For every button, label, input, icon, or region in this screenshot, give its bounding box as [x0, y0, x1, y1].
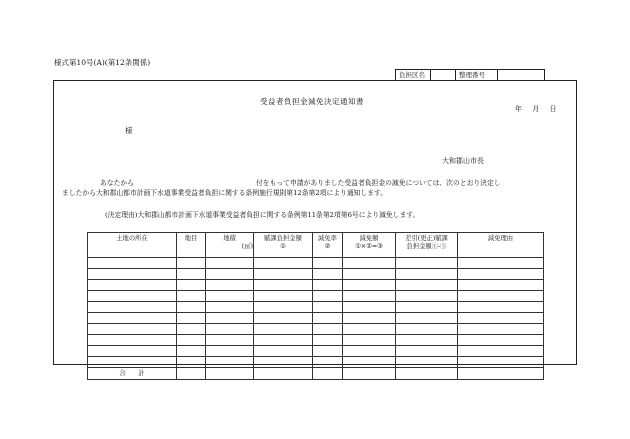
table-cell[interactable] [313, 313, 343, 324]
table-cell[interactable] [458, 324, 544, 335]
table-cell[interactable] [313, 357, 343, 368]
table-cell[interactable] [396, 335, 458, 346]
total-cell[interactable] [313, 368, 343, 380]
table-cell[interactable] [88, 313, 177, 324]
table-cell[interactable] [343, 291, 396, 302]
table-header-cell [396, 233, 458, 258]
table-cell[interactable] [254, 291, 313, 302]
district-value[interactable] [431, 70, 456, 80]
table-cell[interactable] [458, 291, 544, 302]
table-cell[interactable] [206, 324, 254, 335]
table-cell[interactable] [254, 302, 313, 313]
table-cell[interactable] [313, 258, 343, 269]
table-header-cell [206, 233, 254, 258]
table-cell[interactable] [343, 302, 396, 313]
district-label: 負担区名 [396, 70, 431, 80]
table-cell[interactable] [177, 258, 206, 269]
header-text: 賦課負担金額 [264, 235, 302, 242]
table-cell[interactable] [396, 357, 458, 368]
table-row [88, 346, 544, 357]
reduction-table [87, 232, 544, 380]
reference-number-label: 整理番号 [456, 70, 498, 80]
date-line: 年 月 日 [515, 105, 557, 113]
table-row [88, 280, 544, 291]
table-cell[interactable] [254, 357, 313, 368]
table-cell[interactable] [343, 335, 396, 346]
table-cell[interactable] [177, 335, 206, 346]
table-cell[interactable] [396, 269, 458, 280]
table-cell[interactable] [458, 280, 544, 291]
table-cell[interactable] [254, 346, 313, 357]
table-cell[interactable] [396, 346, 458, 357]
total-cell[interactable] [396, 368, 458, 380]
table-cell[interactable] [206, 335, 254, 346]
table-cell[interactable] [206, 302, 254, 313]
table-cell[interactable] [458, 302, 544, 313]
table-cell[interactable] [458, 258, 544, 269]
table-cell[interactable] [396, 313, 458, 324]
table-header-row [88, 233, 544, 258]
table-cell[interactable] [177, 269, 206, 280]
issuer-name: 大和郡山市長 [442, 157, 484, 165]
table-cell[interactable] [206, 280, 254, 291]
table-cell[interactable] [343, 324, 396, 335]
table-cell[interactable] [206, 269, 254, 280]
header-text: ① [280, 243, 286, 250]
table-cell[interactable] [396, 302, 458, 313]
table-cell[interactable] [313, 302, 343, 313]
total-cell[interactable] [206, 368, 254, 380]
table-cell[interactable] [88, 357, 177, 368]
table-header-cell [343, 233, 396, 258]
table-cell[interactable] [254, 280, 313, 291]
table-cell[interactable] [254, 269, 313, 280]
table-cell[interactable] [177, 313, 206, 324]
table-cell[interactable] [177, 291, 206, 302]
table-cell[interactable] [177, 324, 206, 335]
table-header-cell [458, 233, 544, 258]
header-text: 差引(更正)賦課 [405, 235, 448, 242]
header-text: ①×②=③ [355, 243, 383, 250]
table-cell[interactable] [396, 280, 458, 291]
table-cell[interactable] [343, 258, 396, 269]
reference-number-value[interactable] [498, 70, 544, 80]
table-cell[interactable] [254, 258, 313, 269]
decision-reason: (決定理由)大和郡山都市計画下水道事業受益者負担に関する条例第11条第2項第6号により減免します。 [105, 211, 420, 219]
table-cell[interactable] [88, 335, 177, 346]
header-text: 減免率 [318, 235, 337, 242]
table-cell[interactable] [343, 346, 396, 357]
table-cell[interactable] [458, 335, 544, 346]
table-row [88, 324, 544, 335]
table-cell[interactable] [177, 346, 206, 357]
table-cell[interactable] [177, 280, 206, 291]
table-row [88, 258, 544, 269]
table-cell[interactable] [254, 335, 313, 346]
table-cell[interactable] [88, 291, 177, 302]
table-cell[interactable] [88, 258, 177, 269]
table-cell[interactable] [88, 302, 177, 313]
reference-box [395, 69, 545, 80]
header-text: ② [324, 243, 331, 250]
table-cell[interactable] [343, 313, 396, 324]
table-cell[interactable] [88, 280, 177, 291]
table-cell[interactable] [206, 258, 254, 269]
total-cell[interactable] [343, 368, 396, 380]
table-cell[interactable] [313, 335, 343, 346]
table-cell[interactable] [458, 313, 544, 324]
table-header-cell [313, 233, 343, 258]
table-cell[interactable] [313, 346, 343, 357]
header-text: 地目 [184, 235, 198, 242]
table-cell[interactable] [254, 324, 313, 335]
table-row [88, 269, 544, 280]
header-text: (㎡) [241, 243, 253, 250]
table-row [88, 357, 544, 368]
addressee-suffix: 様 [125, 126, 133, 135]
body-line-1b: 付をもって申請がありました受益者負担金の減免については、次のとおり決定し [256, 179, 501, 187]
table-cell[interactable] [343, 269, 396, 280]
table-cell[interactable] [177, 357, 206, 368]
header-text: 減免額 [359, 235, 379, 242]
table-row [88, 335, 544, 346]
header-text: 地積 [223, 235, 236, 242]
table-cell[interactable] [458, 357, 544, 368]
body-line-1a: あなたから [100, 179, 134, 187]
table-cell[interactable] [313, 291, 343, 302]
table-cell[interactable] [458, 269, 544, 280]
total-label: 合 計 [88, 368, 177, 380]
table-row [88, 313, 544, 324]
table-cell[interactable] [88, 346, 177, 357]
header-text: 土地の所在 [116, 235, 148, 242]
table-cell[interactable] [396, 291, 458, 302]
total-row [88, 368, 544, 380]
table-cell[interactable] [313, 280, 343, 291]
body-line-2: ましたから大和郡山都市計画下水道事業受益者負担に関する条例施行規則第12条第2項により通知します。 [62, 189, 388, 197]
table-cell[interactable] [88, 269, 177, 280]
table-header-cell [177, 233, 206, 258]
form-number: 様式第10号(A)(第12条関係) [54, 58, 151, 67]
table-cell[interactable] [313, 324, 343, 335]
table-cell[interactable] [206, 357, 254, 368]
table-row [88, 291, 544, 302]
table-cell[interactable] [206, 346, 254, 357]
table-cell[interactable] [343, 280, 396, 291]
table-cell[interactable] [206, 291, 254, 302]
total-cell[interactable] [458, 368, 544, 380]
table-cell[interactable] [396, 324, 458, 335]
total-cell[interactable] [177, 368, 206, 380]
table-cell[interactable] [343, 357, 396, 368]
table-header-cell [254, 233, 313, 258]
document-title: 受益者負担金減免決定通知書 [260, 97, 364, 106]
table-cell[interactable] [88, 324, 177, 335]
table-cell[interactable] [206, 313, 254, 324]
table-cell[interactable] [177, 302, 206, 313]
header-text: 負担金額①-③ [406, 243, 447, 250]
header-text: 減免理由 [487, 235, 514, 242]
table-cell[interactable] [458, 346, 544, 357]
total-cell[interactable] [254, 368, 313, 380]
table-cell[interactable] [313, 269, 343, 280]
table-cell[interactable] [396, 258, 458, 269]
table-row [88, 302, 544, 313]
table-header-cell [88, 233, 177, 258]
table-cell[interactable] [254, 313, 313, 324]
